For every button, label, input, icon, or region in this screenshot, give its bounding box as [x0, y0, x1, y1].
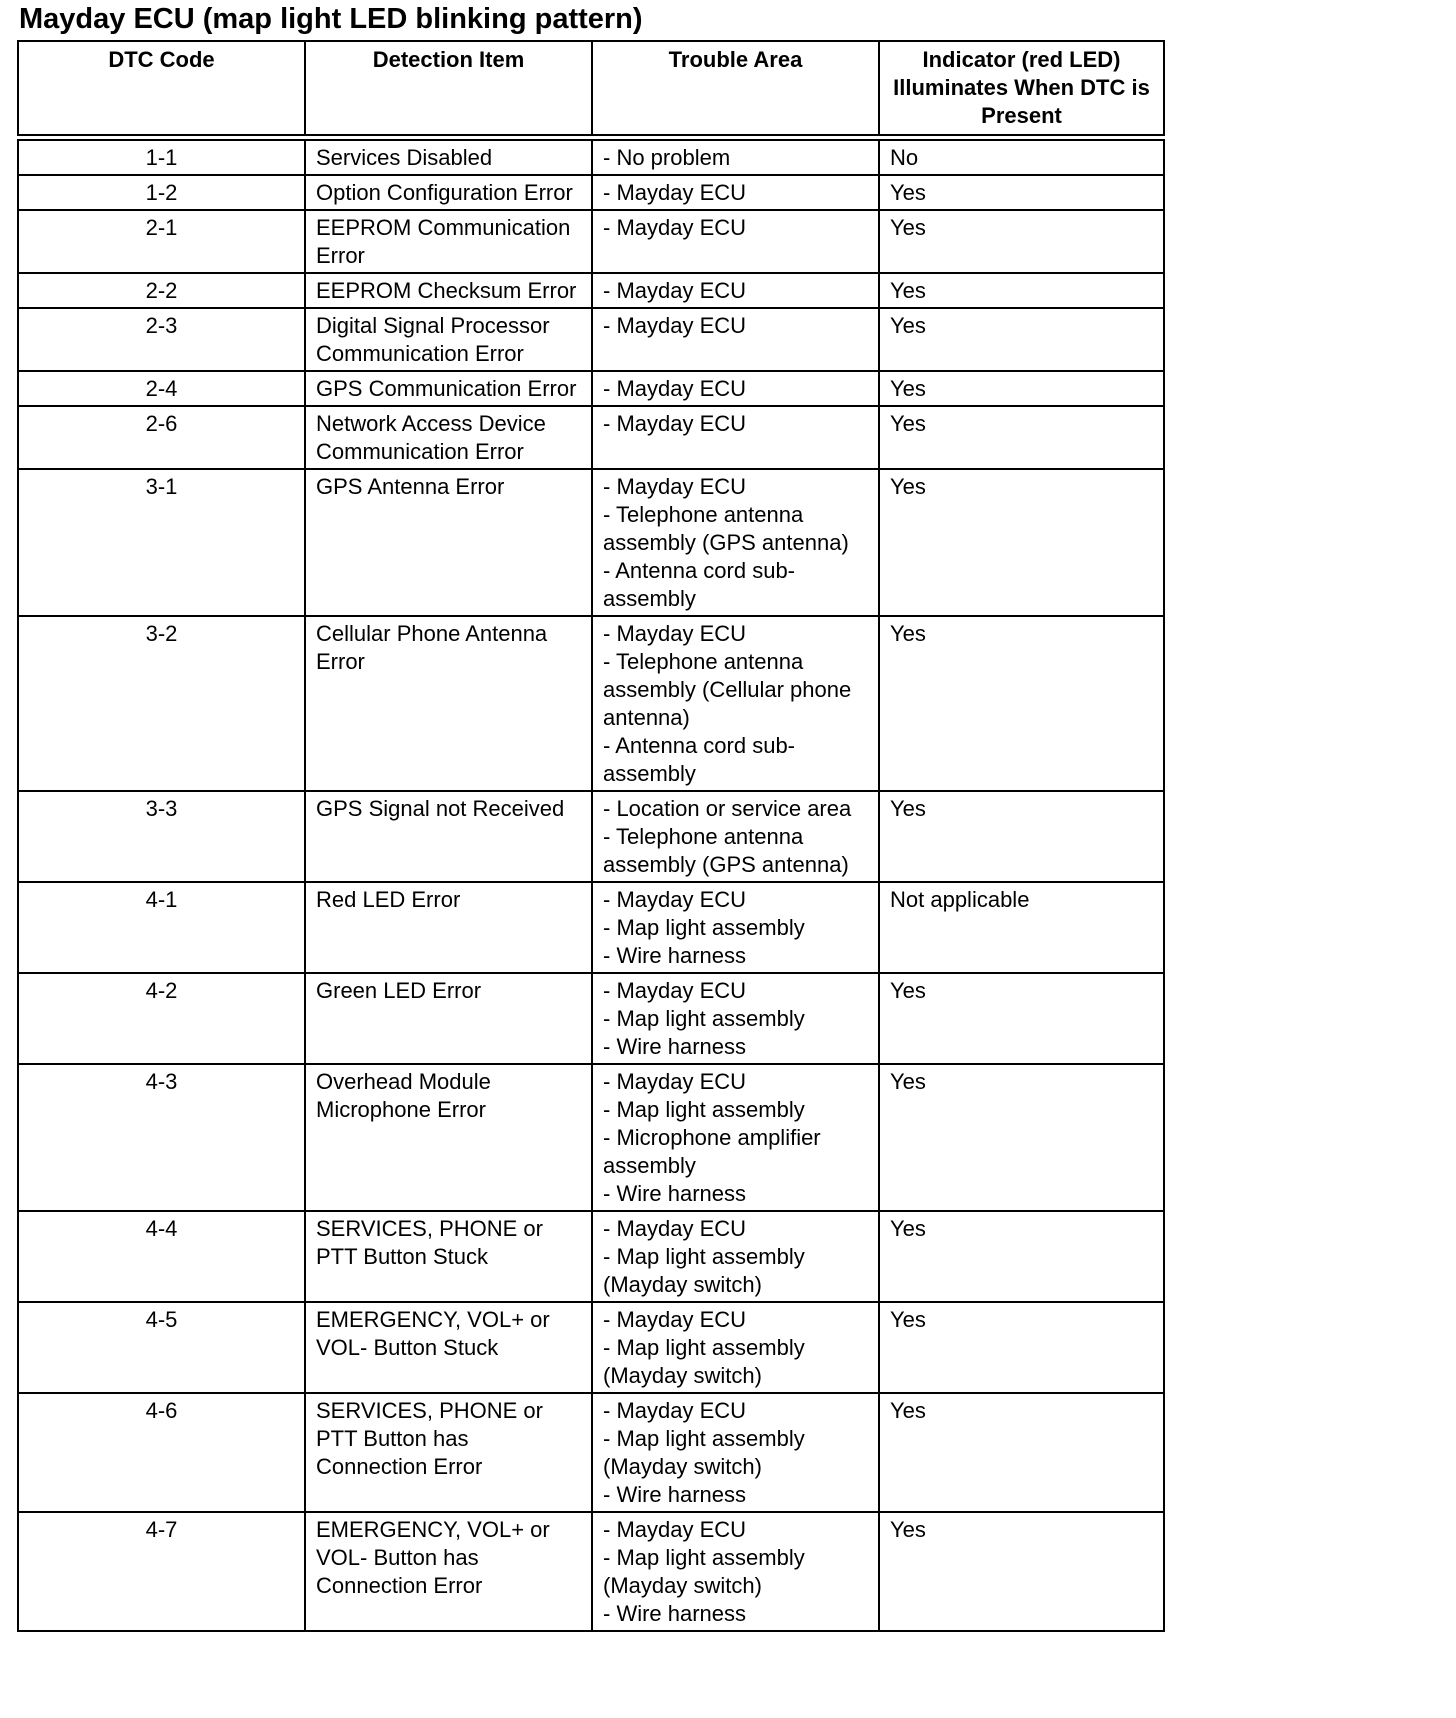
table-header	[18, 41, 1164, 137]
header-row	[18, 41, 1164, 137]
dtc-code-cell: 1-1	[18, 137, 305, 175]
trouble-area-line: - Mayday ECU	[603, 886, 747, 912]
trouble-area-cell	[592, 406, 879, 469]
table-row	[18, 137, 1164, 175]
detection-item-cell: GPS Antenna Error	[305, 469, 592, 616]
trouble-area-cell	[592, 137, 879, 175]
trouble-area-line: - Mayday ECU	[603, 214, 747, 240]
trouble-area-cell	[592, 1393, 879, 1512]
trouble-area-cell	[592, 882, 879, 973]
detection-item-cell: GPS Signal not Received	[305, 791, 592, 882]
trouble-area-cell	[592, 308, 879, 371]
table-row	[18, 791, 1164, 882]
dtc-code-cell: 4-1	[18, 882, 305, 973]
dtc-code-cell: 3-2	[18, 616, 305, 791]
indicator-cell: Yes	[879, 273, 1164, 308]
trouble-area-cell	[592, 371, 879, 406]
indicator-cell: Yes	[879, 791, 1164, 882]
trouble-area-line: - Wire harness	[603, 1180, 747, 1206]
trouble-area-cell	[592, 175, 879, 210]
trouble-area-line: - Microphone amplifier assembly	[603, 1124, 821, 1178]
column-header-trouble-area: Trouble Area	[592, 41, 879, 137]
trouble-area-cell	[592, 1064, 879, 1211]
table-row	[18, 616, 1164, 791]
detection-item-cell: EEPROM Communication Error	[305, 210, 592, 273]
detection-item-cell: Overhead Module Microphone Error	[305, 1064, 592, 1211]
table-row	[18, 469, 1164, 616]
table-row	[18, 308, 1164, 371]
trouble-area-line: - Map light assembly (Mayday switch)	[603, 1425, 805, 1479]
indicator-cell: Yes	[879, 1064, 1164, 1211]
detection-item-cell: EEPROM Checksum Error	[305, 273, 592, 308]
indicator-cell: Yes	[879, 973, 1164, 1064]
dtc-code-cell: 3-3	[18, 791, 305, 882]
detection-item-cell: GPS Communication Error	[305, 371, 592, 406]
trouble-area-line: - Mayday ECU	[603, 977, 747, 1003]
trouble-area-line: - Wire harness	[603, 942, 747, 968]
trouble-area-cell	[592, 469, 879, 616]
trouble-area-line: - Map light assembly	[603, 914, 805, 940]
column-header-indicator: Indicator (red LED) Illuminates When DTC is Present	[879, 41, 1164, 137]
trouble-area-line: - Mayday ECU	[603, 1516, 747, 1542]
trouble-area-cell	[592, 1211, 879, 1302]
column-header-detection-item: Detection Item	[305, 41, 592, 137]
trouble-area-line: - Mayday ECU	[603, 312, 747, 338]
trouble-area-cell	[592, 791, 879, 882]
trouble-area-cell	[592, 973, 879, 1064]
table-row	[18, 882, 1164, 973]
trouble-area-line: - Mayday ECU	[603, 410, 747, 436]
detection-item-cell: Red LED Error	[305, 882, 592, 973]
trouble-area-line: - Mayday ECU	[603, 1306, 747, 1332]
indicator-cell: Yes	[879, 1512, 1164, 1631]
trouble-area-line: - Antenna cord sub-assembly	[603, 732, 796, 786]
table-row	[18, 175, 1164, 210]
indicator-cell: Yes	[879, 406, 1164, 469]
detection-item-cell: Cellular Phone Antenna Error	[305, 616, 592, 791]
dtc-code-cell: 2-3	[18, 308, 305, 371]
dtc-code-cell: 4-4	[18, 1211, 305, 1302]
dtc-code-cell: 4-7	[18, 1512, 305, 1631]
trouble-area-line: - Mayday ECU	[603, 473, 747, 499]
indicator-cell: Yes	[879, 175, 1164, 210]
trouble-area-line: - Mayday ECU	[603, 1215, 747, 1241]
trouble-area-line: - Map light assembly (Mayday switch)	[603, 1544, 805, 1598]
trouble-area-line: - Wire harness	[603, 1600, 747, 1626]
dtc-code-cell: 2-2	[18, 273, 305, 308]
table-row	[18, 1512, 1164, 1631]
detection-item-cell: Network Access Device Communication Error	[305, 406, 592, 469]
detection-item-cell: SERVICES, PHONE or PTT Button Stuck	[305, 1211, 592, 1302]
table-row	[18, 210, 1164, 273]
trouble-area-line: - Telephone antenna assembly (Cellular phone antenna)	[603, 648, 852, 730]
dtc-code-cell: 4-2	[18, 973, 305, 1064]
indicator-cell: Yes	[879, 469, 1164, 616]
indicator-cell: Yes	[879, 308, 1164, 371]
trouble-area-line: - Map light assembly	[603, 1005, 805, 1031]
trouble-area-line: - Map light assembly (Mayday switch)	[603, 1334, 805, 1388]
trouble-area-line: - Wire harness	[603, 1033, 747, 1059]
dtc-code-cell: 3-1	[18, 469, 305, 616]
trouble-area-line: - Location or service area	[603, 795, 852, 821]
detection-item-cell: SERVICES, PHONE or PTT Button has Connection Error	[305, 1393, 592, 1512]
table-row	[18, 973, 1164, 1064]
indicator-cell: No	[879, 137, 1164, 175]
trouble-area-cell	[592, 273, 879, 308]
trouble-area-cell	[592, 1512, 879, 1631]
trouble-area-line: - Antenna cord sub-assembly	[603, 557, 796, 611]
dtc-table	[17, 40, 1165, 1632]
column-header-dtc-code: DTC Code	[18, 41, 305, 137]
trouble-area-line: - Map light assembly	[603, 1096, 805, 1122]
trouble-area-line: - Mayday ECU	[603, 1068, 747, 1094]
dtc-code-cell: 1-2	[18, 175, 305, 210]
dtc-code-cell: 4-5	[18, 1302, 305, 1393]
table-row	[18, 1211, 1164, 1302]
table-row	[18, 273, 1164, 308]
trouble-area-line: - Mayday ECU	[603, 179, 747, 205]
trouble-area-line: - Telephone antenna assembly (GPS antenna)	[603, 823, 849, 877]
table-body	[18, 137, 1164, 1631]
detection-item-cell: Green LED Error	[305, 973, 592, 1064]
trouble-area-line: - Telephone antenna assembly (GPS antenna)	[603, 501, 849, 555]
detection-item-cell: EMERGENCY, VOL+ or VOL- Button Stuck	[305, 1302, 592, 1393]
detection-item-cell: Option Configuration Error	[305, 175, 592, 210]
dtc-code-cell: 2-1	[18, 210, 305, 273]
page-title: Mayday ECU (map light LED blinking pattern)	[19, 3, 643, 35]
trouble-area-cell	[592, 616, 879, 791]
trouble-area-line: - No problem	[603, 144, 731, 170]
indicator-cell: Yes	[879, 616, 1164, 791]
dtc-code-cell: 4-3	[18, 1064, 305, 1211]
indicator-cell: Yes	[879, 210, 1164, 273]
indicator-cell: Yes	[879, 371, 1164, 406]
table-row	[18, 1393, 1164, 1512]
trouble-area-cell	[592, 210, 879, 273]
indicator-cell: Not applicable	[879, 882, 1164, 973]
trouble-area-line: - Mayday ECU	[603, 1397, 747, 1423]
detection-item-cell: Digital Signal Processor Communication Error	[305, 308, 592, 371]
trouble-area-line: - Mayday ECU	[603, 620, 747, 646]
indicator-cell: Yes	[879, 1393, 1164, 1512]
detection-item-cell: Services Disabled	[305, 137, 592, 175]
detection-item-cell: EMERGENCY, VOL+ or VOL- Button has Connection Error	[305, 1512, 592, 1631]
table-row	[18, 406, 1164, 469]
trouble-area-line: - Mayday ECU	[603, 375, 747, 401]
dtc-code-cell: 4-6	[18, 1393, 305, 1512]
indicator-cell: Yes	[879, 1302, 1164, 1393]
table-row	[18, 1302, 1164, 1393]
dtc-code-cell: 2-6	[18, 406, 305, 469]
trouble-area-line: - Map light assembly (Mayday switch)	[603, 1243, 805, 1297]
indicator-cell: Yes	[879, 1211, 1164, 1302]
trouble-area-cell	[592, 1302, 879, 1393]
table-row	[18, 1064, 1164, 1211]
trouble-area-line: - Mayday ECU	[603, 277, 747, 303]
dtc-code-cell: 2-4	[18, 371, 305, 406]
table-row	[18, 371, 1164, 406]
trouble-area-line: - Wire harness	[603, 1481, 747, 1507]
